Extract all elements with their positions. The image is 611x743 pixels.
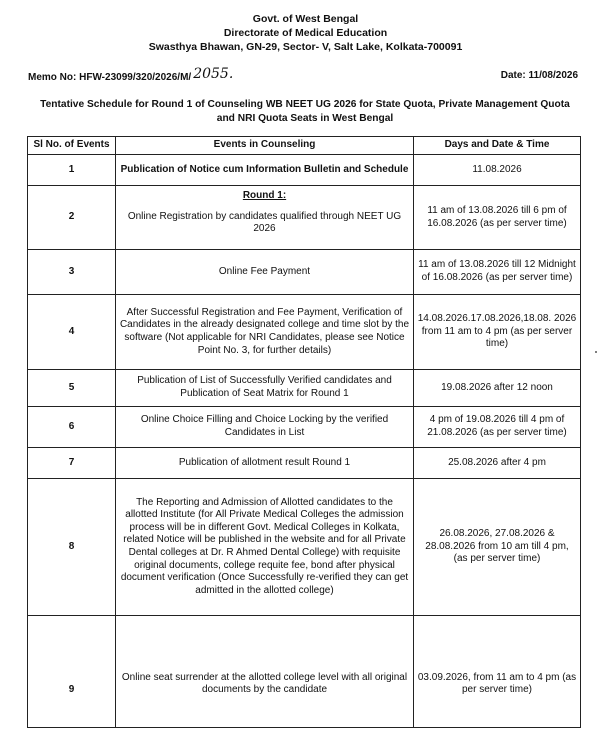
memo-handwritten-number: 2055.	[193, 66, 234, 82]
row-event-cell	[116, 186, 414, 250]
row-event: The Reporting and Admission of Allotted candidates to the allotted Institute (for All Private Medical Colleges the admission process will be in different Govt. Medical Colleges in Kolkata, related Notice will be published in the website and for all Private Dental colleges at Dr. R Ahmed Dental College) with requisite original documents, college requite fee, bond after physical document verification (Once Successfully re-verified they can get admitted in the allotted college)	[116, 479, 414, 616]
schedule-table	[27, 136, 581, 728]
table-row	[28, 448, 581, 479]
row-date: 19.08.2026 after 12 noon	[414, 370, 581, 407]
row-event: Publication of allotment result Round 1	[116, 448, 414, 479]
row-event: After Successful Registration and Fee Payment, Verification of Candidates in the already designated college and time slot by the software (Not applicable for NRI Candidates, please see Notice Point No. 3, for further details)	[116, 295, 414, 370]
scan-speck	[595, 351, 597, 353]
table-row	[28, 370, 581, 407]
row-date: 14.08.2026.17.08.2026,18.08. 2026 from 11 am to 4 pm (as per server time)	[414, 295, 581, 370]
memo-date: Date: 11/08/2026	[500, 70, 578, 81]
memo-number	[28, 68, 233, 84]
table-header-row	[28, 137, 581, 155]
row-event: Publication of Notice cum Information Bulletin and Schedule	[116, 155, 414, 186]
header-date-time: Days and Date & Time	[414, 137, 581, 155]
row-sl-no: 3	[28, 250, 116, 295]
row-sl-no: 5	[28, 370, 116, 407]
table-row	[28, 479, 581, 616]
row-date: 11.08.2026	[414, 155, 581, 186]
memo-row	[28, 66, 578, 84]
row-date: 26.08.2026, 27.08.2026 & 28.08.2026 from 10 am till 4 pm, (as per server time)	[414, 479, 581, 616]
address: Swasthya Bhawan, GN-29, Sector- V, Salt Lake, Kolkata-700091	[148, 41, 463, 53]
round-label: Round 1:	[242, 190, 287, 201]
row-sl-no: 4	[28, 295, 116, 370]
table-row	[28, 616, 581, 728]
table-row	[28, 295, 581, 370]
row-event: Online Choice Filling and Choice Locking by the verified Candidates in List	[116, 407, 414, 448]
title-line-1: Tentative Schedule for Round 1 of Counseling WB NEET UG 2026 for State Quota, Private Management Quota	[40, 99, 570, 110]
table-row	[28, 155, 581, 186]
title-line-2: and NRI Quota Seats in West Bengal	[216, 112, 394, 124]
table-row	[28, 186, 581, 250]
header-sl-no: Sl No. of Events	[28, 137, 116, 155]
row-date: 03.09.2026, from 11 am to 4 pm (as per server time)	[414, 616, 581, 728]
row-sl-no: 8	[28, 479, 116, 616]
directorate-name: Directorate of Medical Education	[223, 27, 388, 39]
row-date: 4 pm of 19.08.2026 till 4 pm of 21.08.2026 (as per server time)	[414, 407, 581, 448]
table-row	[28, 250, 581, 295]
row-event: Online seat surrender at the allotted college level with all original documents by the candidate	[116, 616, 414, 728]
row-event: Online Fee Payment	[116, 250, 414, 295]
row-sl-no: 7	[28, 448, 116, 479]
document-title	[30, 98, 580, 125]
row-event: Publication of List of Successfully Verified candidates and Publication of Seat Matrix for Round 1	[116, 370, 414, 407]
row-event: Online Registration by candidates qualified through NEET UG 2026	[127, 210, 402, 235]
row-sl-no: 1	[28, 155, 116, 186]
letterhead	[0, 12, 611, 54]
row-date: 25.08.2026 after 4 pm	[414, 448, 581, 479]
table-row	[28, 407, 581, 448]
govt-name: Govt. of West Bengal	[252, 13, 359, 25]
row-sl-no: 2	[28, 186, 116, 250]
row-date: 11 am of 13.08.2026 till 6 pm of 16.08.2026 (as per server time)	[414, 186, 581, 250]
row-sl-no: 6	[28, 407, 116, 448]
memo-prefix: Memo No: HFW-23099/320/2026/M/	[28, 72, 192, 83]
row-date: 11 am of 13.08.2026 till 12 Midnight of 16.08.2026 (as per server time)	[414, 250, 581, 295]
row-sl-no: 9	[28, 616, 116, 728]
header-events: Events in Counseling	[116, 137, 414, 155]
